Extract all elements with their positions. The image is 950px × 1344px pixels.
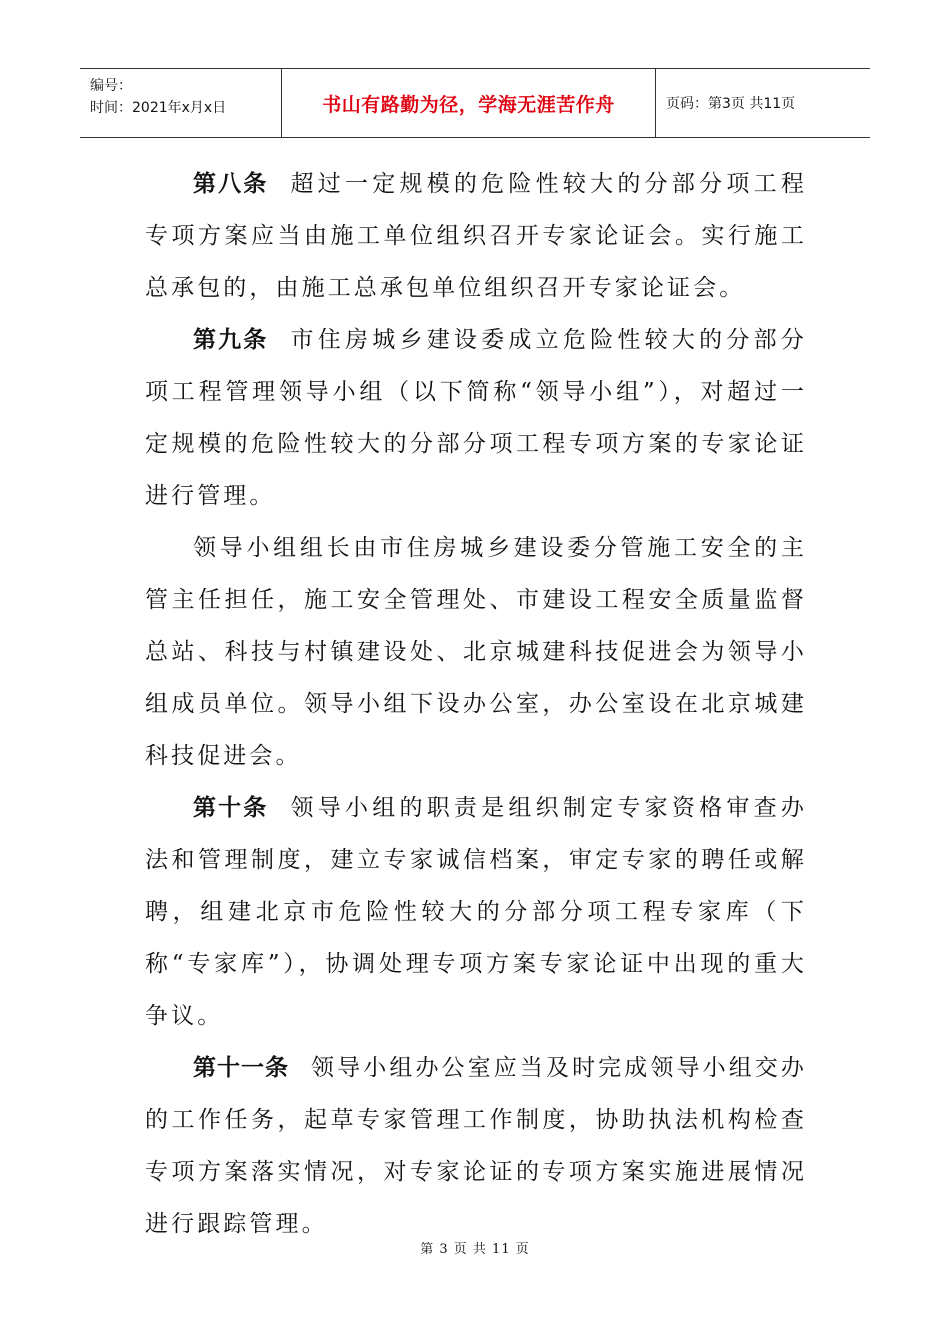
article-text: 市住房城乡建设委成立危险性较大的分部分项工程管理领导小组（以下简称“领导小组”），对超过一定规模的危险性较大的分部分项工程专项方案的专家论证进行管理。 <box>145 327 808 509</box>
article-number: 第九条 <box>193 326 269 353</box>
article-number: 第十条 <box>193 794 269 821</box>
header-motto: 书山有路勤为径，学海无涯苦作舟 <box>282 69 656 137</box>
article-number: 第十一条 <box>193 1054 290 1081</box>
article-paragraph <box>145 158 807 314</box>
doc-time: 时间：2021年x月x日 <box>90 100 227 116</box>
page-header <box>80 68 870 138</box>
document-body <box>145 158 807 1250</box>
page-footer: 第 3 页 共 11 页 <box>420 1242 530 1257</box>
article-text: 领导小组的职责是组织制定专家资格审查办法和管理制度，建立专家诚信档案，审定专家的聘任或解聘，组建北京市危险性较大的分部分项工程专家库（下称“专家库”），协调处理专项方案专家论证中出现的重大争议。 <box>145 795 808 1029</box>
header-meta <box>80 69 282 137</box>
article-paragraph <box>145 314 807 522</box>
header-page-info: 页码：第3页 共11页 <box>666 96 796 112</box>
article-number: 第八条 <box>193 170 269 197</box>
article-paragraph <box>145 1042 807 1250</box>
article-text: 超过一定规模的危险性较大的分部分项工程专项方案应当由施工单位组织召开专家论证会。实行施工总承包的，由施工总承包单位组织召开专家论证会。 <box>145 171 808 301</box>
paragraph-text: 领导小组组长由市住房城乡建设委分管施工安全的主管主任担任，施工安全管理处、市建设工程安全质量监督总站、科技与村镇建设处、北京城建科技促进会为领导小组成员单位。领导小组下设办公室，办公室设在北京城建科技促进会。 <box>145 535 807 769</box>
body-paragraph <box>145 522 807 782</box>
article-paragraph <box>145 782 807 1042</box>
article-text: 领导小组办公室应当及时完成领导小组交办的工作任务，起草专家管理工作制度，协助执法机构检查专项方案落实情况，对专家论证的专项方案实施进展情况进行跟踪管理。 <box>145 1055 808 1237</box>
doc-number: 编号： <box>90 78 132 94</box>
